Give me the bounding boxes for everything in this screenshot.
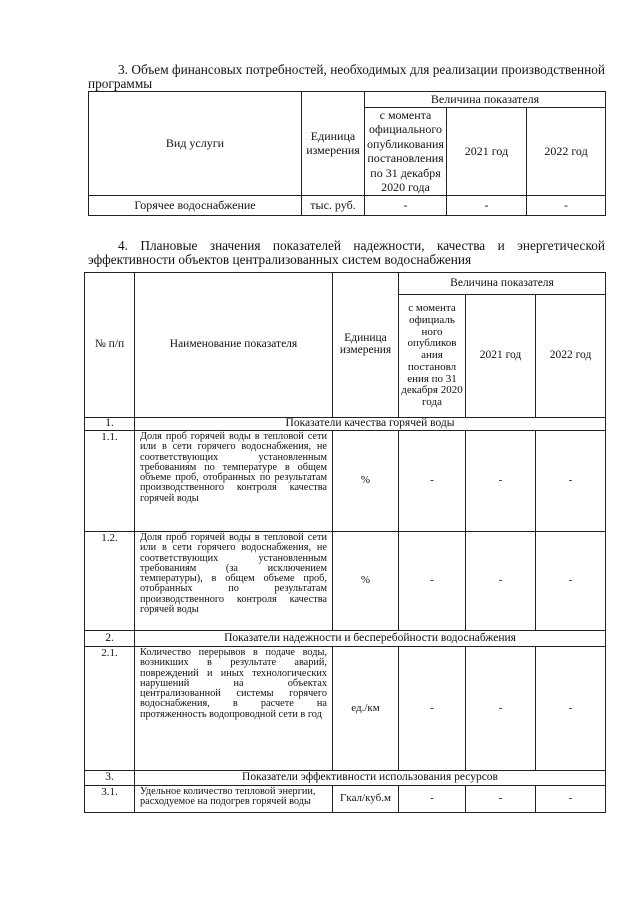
cell-indicator-name: Удельное количество тепловой энергии, расходуемое на подогрев горячей воды: [135, 786, 333, 813]
col-unit-header: Единица измерения: [333, 273, 399, 418]
cell-indicator-name: Доля проб горячей воды в тепловой сети или в сети горячего водоснабжения, не соответствующих установленным требованиям по температуре в общем объеме проб, отобранных по результатам производственного контроля качества горячей воды: [135, 431, 333, 532]
section3-heading-line1: 3. Объем финансовых потребностей, необходимых для реализации производственной: [118, 62, 605, 77]
table-row: [85, 647, 606, 771]
cell-indicator-name: Количество перерывов в подаче воды, возникших в результате аварий, повреждений и иных технологических нарушений на объектах централизованной системы горячего водоснабжения, в расчете на протяженность водопроводной сети в год: [135, 647, 333, 771]
cell-value-period1: -: [399, 786, 466, 813]
cell-row-number: 2.1.: [85, 647, 135, 771]
section-row: [85, 771, 606, 786]
col-2021-header: 2021 год: [447, 107, 527, 195]
cell-value-2022: -: [536, 532, 606, 631]
cell-service: Горячее водоснабжение: [89, 195, 302, 215]
col-name-header: Наименование показателя: [135, 273, 333, 418]
cell-row-number: 3.1.: [85, 786, 135, 813]
cell-row-number: 1.2.: [85, 532, 135, 631]
cell-value-2021: -: [466, 532, 536, 631]
table-header-row: [89, 92, 606, 108]
col-2022-header: 2022 год: [536, 295, 606, 418]
table-row: [89, 195, 606, 215]
cell-value-period1: -: [399, 532, 466, 631]
cell-row-number: 1.1.: [85, 431, 135, 532]
cell-value-period1: -: [399, 431, 466, 532]
indicators-table: [84, 272, 606, 813]
col-value-group-header: Величина показателя: [365, 92, 606, 108]
col-2022-header: 2022 год: [527, 107, 606, 195]
section-number: 1.: [85, 418, 135, 431]
col-value-group-header: Величина показателя: [399, 273, 606, 295]
col-period1-header: с момента официаль ного опубликов ания постановл ения по 31 декабря 2020 года: [399, 295, 466, 418]
section-title: Показатели эффективности использования ресурсов: [135, 771, 606, 786]
table-row: [85, 786, 606, 813]
cell-value-2022: -: [536, 647, 606, 771]
section-row: [85, 418, 606, 431]
table-row: [85, 431, 606, 532]
cell-unit: ед./км: [333, 647, 399, 771]
section-title: Показатели качества горячей воды: [135, 418, 606, 431]
cell-value-2022: -: [527, 195, 606, 215]
section-number: 2.: [85, 631, 135, 647]
col-period1-header: с момента официального опубликования постановления по 31 декабря 2020 года: [365, 107, 447, 195]
cell-value-2022: -: [536, 786, 606, 813]
section-number: 3.: [85, 771, 135, 786]
col-unit-header: Единица измерения: [302, 92, 365, 196]
col-2021-header: 2021 год: [466, 295, 536, 418]
section3-heading-line2: программы: [88, 76, 153, 91]
cell-unit: %: [333, 532, 399, 631]
col-service-header: Вид услуги: [89, 92, 302, 196]
col-num-header: № п/п: [85, 273, 135, 418]
cell-value-2021: -: [447, 195, 527, 215]
cell-value-2022: -: [536, 431, 606, 532]
cell-value-2021: -: [466, 647, 536, 771]
financial-needs-table: [88, 91, 606, 216]
cell-unit: %: [333, 431, 399, 532]
section4-heading-line1: 4. Плановые значения показателей надежности, качества и энергетической: [118, 238, 605, 253]
section-title: Показатели надежности и бесперебойности водоснабжения: [135, 631, 606, 647]
section-row: [85, 631, 606, 647]
cell-value-period1: -: [399, 647, 466, 771]
cell-unit: тыс. руб.: [302, 195, 365, 215]
table-header-row: [85, 273, 606, 295]
cell-value-period1: -: [365, 195, 447, 215]
table-row: [85, 532, 606, 631]
cell-value-2021: -: [466, 431, 536, 532]
cell-value-2021: -: [466, 786, 536, 813]
section4-heading-line2: эффективности объектов централизованных систем водоснабжения: [88, 252, 472, 267]
cell-indicator-name: Доля проб горячей воды в тепловой сети или в сети горячего водоснабжения, не соответствующих установленным требованиям (за исключением температуры), в общем объеме проб, отобранных по результатам производственного контроля качества горячей воды: [135, 532, 333, 631]
cell-unit: Гкал/куб.м: [333, 786, 399, 813]
